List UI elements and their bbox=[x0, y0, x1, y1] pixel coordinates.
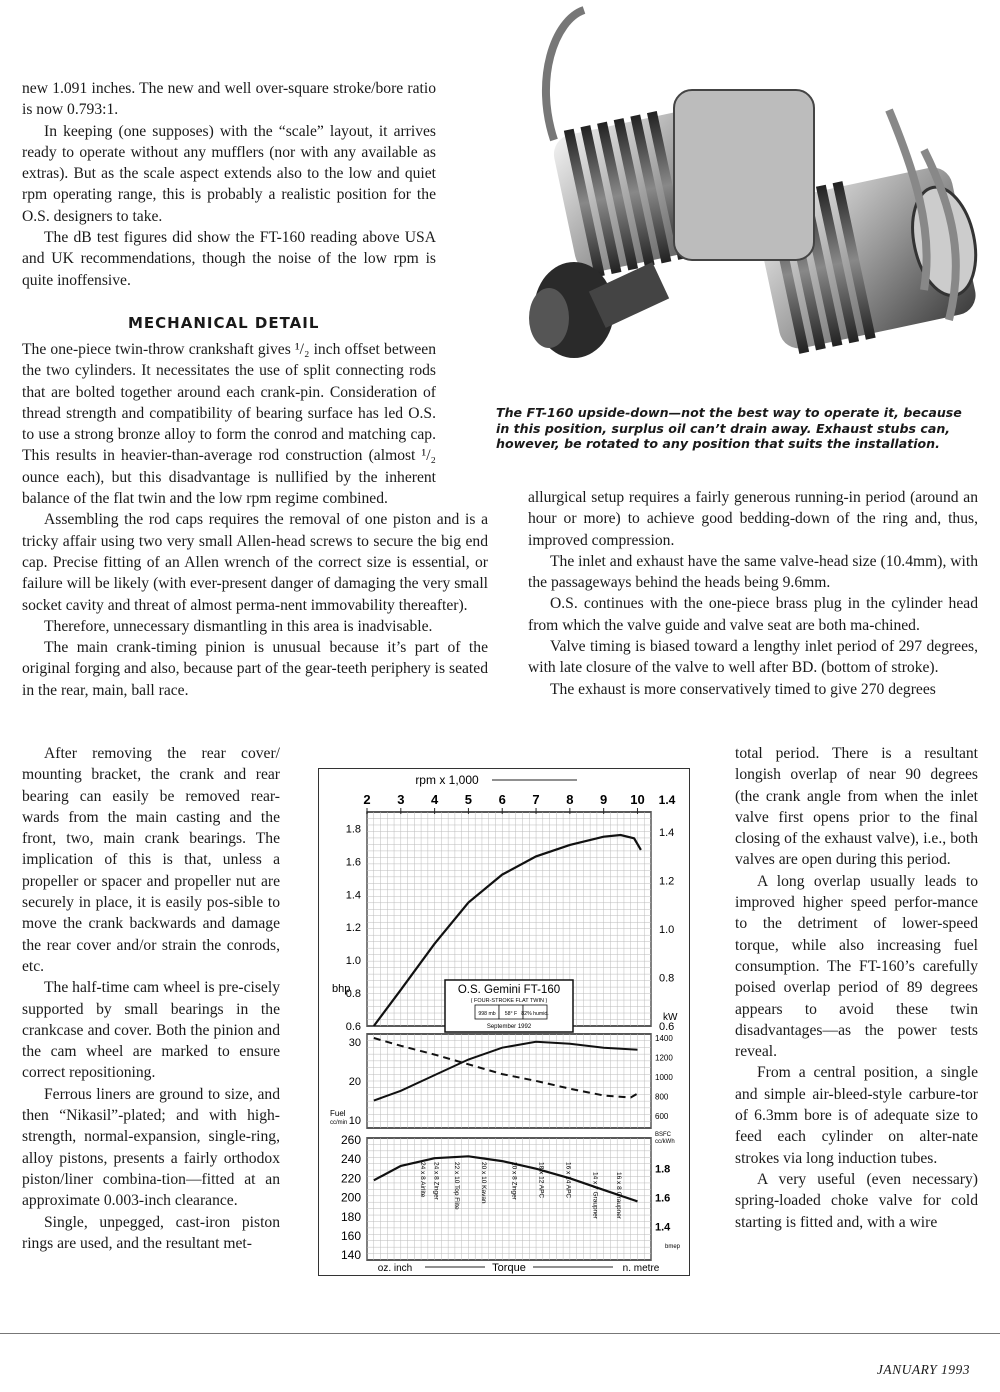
section-heading: MECHANICAL DETAIL bbox=[128, 314, 320, 332]
y-tick-label-left: 180 bbox=[340, 1209, 361, 1224]
prop-label: 24 x 8 Airlite bbox=[419, 1162, 427, 1198]
prop-label: 18 x 12 APC bbox=[537, 1162, 545, 1199]
prop-label: 14 x 7 Graupner bbox=[591, 1172, 599, 1219]
paragraph: The one-piece twin-throw crankshaft gives ¹/₂ inch offset between the two cylinders. It necessitates the use of split connecting rods that are bolted together around each crank-pin. Consideration of thread strength and compatibility of bearing surface has led O.S. to use a strong bronze alloy to form the conrod and matching cap. This results in heavier-than-average rod construction (almost ¹/₂ ounce each), but this disadvantage is nullified by the inherent balance of the flat twin and the low rpm regime combined. bbox=[22, 341, 436, 508]
prop-label: 20 x 8 Zinger bbox=[510, 1162, 518, 1200]
photo-caption: The FT-160 upside-down—not the best way to operate it, because in this position, surplus oil can’t drain away. Exhaust stubs can, however, be rotated to any position that suits the installation. bbox=[496, 405, 962, 451]
right-top-tick-label: 1.4 bbox=[658, 793, 676, 807]
x-axis-label: rpm x 1,000 bbox=[415, 773, 479, 787]
y-axis-label-right: kW bbox=[663, 1012, 678, 1023]
prop-label: 16 x 14 APC bbox=[564, 1162, 572, 1199]
y-tick-label-right: 1.4 bbox=[655, 1221, 671, 1234]
legend-date: September 1992 bbox=[486, 1024, 532, 1030]
prop-label: 20 x 10 Kavan bbox=[479, 1162, 487, 1204]
paragraph: Single, unpegged, cast-iron piston rings are used, and the resultant met- bbox=[22, 1213, 280, 1252]
y-tick-label-left: 20 bbox=[348, 1076, 361, 1088]
x-tick-label: 4 bbox=[431, 792, 439, 807]
torque-left-unit: oz. inch bbox=[377, 1263, 413, 1274]
y-tick-label-right: 0.8 bbox=[659, 972, 675, 985]
col-right-narrow bbox=[735, 743, 978, 1233]
y-tick-label-right: 1.0 bbox=[659, 924, 675, 936]
y-tick-label-left: 1.4 bbox=[345, 889, 361, 902]
y-tick-label-left: 1.0 bbox=[345, 955, 361, 968]
bmep-label: bmep bbox=[665, 1244, 681, 1250]
paragraph: The dB test figures did show the FT-160 reading above USA and UK recommendations, though the noise of the low rpm is quite inoffensive. bbox=[22, 229, 436, 289]
engine-photo bbox=[494, 0, 1000, 390]
y-tick-label-left: 220 bbox=[340, 1171, 361, 1186]
bsfc-label: BSFC bbox=[655, 1132, 672, 1138]
paragraph: From a central position, a single and simple air-bleed-style carbure-tor of 6.3mm bore is of adequate size to feed each cylinder on alter-nate strokes via long induction tubes. bbox=[735, 1064, 978, 1167]
legend-title: O.S. Gemini FT-160 bbox=[457, 984, 561, 996]
x-tick-label: 3 bbox=[397, 792, 405, 807]
paragraph: Valve timing is biased toward a lengthy inlet period of 297 degrees, with late closure of the valve to well after BD. (bottom of stroke). bbox=[528, 638, 978, 677]
paragraph: new 1.091 inches. The new and well over-square stroke/bore ratio is now 0.793:1. bbox=[22, 80, 436, 119]
fuel-label: Fuel bbox=[330, 1109, 346, 1118]
paragraph: The half-time cam wheel is pre-cisely supported by small bearings in the crankcase and cover. Both the pinion and the cam wheel are marked to ensure correct repositioning. bbox=[22, 979, 280, 1082]
y-tick-label-left: 200 bbox=[340, 1190, 361, 1205]
y-tick-label-right: 1200 bbox=[655, 1053, 673, 1063]
paragraph: The main crank-timing pinion is unusual because it’s part of the original forging and also, because part of the gear-teeth periphery is seated in the rear, main, ball race. bbox=[22, 639, 488, 699]
y-tick-label-left: 1.2 bbox=[345, 922, 361, 935]
y-tick-label-left: 1.8 bbox=[345, 823, 361, 836]
torque-right-unit: n. metre bbox=[622, 1263, 660, 1274]
legend-subtitle: ( FOUR-STROKE FLAT TWIN ) bbox=[470, 998, 548, 1004]
y-tick-label-right: 1.4 bbox=[659, 827, 675, 839]
y-tick-label-left: 160 bbox=[340, 1228, 361, 1243]
y-tick-label-left: 0.8 bbox=[345, 988, 361, 1001]
col-mid-text bbox=[22, 339, 488, 701]
footer-issue: JANUARY 1993 bbox=[876, 1362, 970, 1377]
x-tick-label: 9 bbox=[600, 792, 608, 807]
y-tick-label-right: 0.6 bbox=[659, 1021, 675, 1033]
x-tick-label: 5 bbox=[464, 792, 473, 807]
fuel-unit: cc/min bbox=[330, 1120, 348, 1126]
y-tick-label-right: 600 bbox=[655, 1112, 669, 1121]
y-tick-label-left: 260 bbox=[340, 1132, 361, 1147]
legend-cell-text: 82% humid. bbox=[521, 1011, 549, 1017]
paragraph: Therefore, unnecessary dismantling in this area is inadvisable. bbox=[44, 617, 433, 635]
paragraph: allurgical setup requires a fairly generous running-in period (around an hour or more) to achieve good bedding-down of the ring and, thus, improved compression. bbox=[528, 489, 978, 549]
y-tick-label-left: 10 bbox=[348, 1115, 361, 1128]
prop-label: 16 x 8 Graupner bbox=[615, 1172, 623, 1219]
x-tick-label: 10 bbox=[630, 792, 645, 807]
y-tick-label-right: 800 bbox=[655, 1092, 669, 1102]
prop-label: 24 x 8 Zinger bbox=[432, 1162, 440, 1200]
y-tick-label-left: 240 bbox=[340, 1152, 361, 1167]
bsfc-unit: cc/kWh bbox=[655, 1139, 675, 1145]
col-left-narrow bbox=[22, 743, 280, 1254]
x-tick-label: 2 bbox=[363, 792, 371, 807]
performance-chart bbox=[318, 768, 690, 1276]
y-tick-label-right: 1.2 bbox=[659, 875, 675, 888]
y-tick-label-left: 0.6 bbox=[345, 1021, 361, 1033]
y-tick-label-left: 1.6 bbox=[345, 856, 361, 869]
prop-label: 22 x 10 Top Flite bbox=[452, 1162, 460, 1210]
y-tick-label-left: 30 bbox=[348, 1036, 361, 1049]
paragraph: After removing the rear cover/ mounting bracket, the crank and rear bearing can easily be removed rear-wards from the main casting and the front, two, main crank bearings. The implication of this is that, unless a propeller or spacer and propeller nut are securely in place, it is easily pos-sible to move the crank backwards and damage the rear cover and/or strain the conrods, etc. bbox=[22, 745, 280, 975]
y-axis-label-left: bhp bbox=[332, 983, 351, 995]
x-tick-label: 8 bbox=[566, 792, 574, 807]
x-tick-label: 6 bbox=[498, 792, 506, 807]
paragraph: A long overlap usually leads to improved higher speed perfor-mance to the detriment of lower-speed torque, while also increasing fuel consumption. The FT-160’s carefully poised overlap period of 89 degrees appears to avoid these twin disadvantages—as the power tests reveal. bbox=[735, 872, 978, 1061]
legend-cell-text: 998 mb bbox=[478, 1011, 496, 1017]
col-right-wide bbox=[528, 487, 978, 700]
y-tick-label-right: 1.6 bbox=[655, 1192, 671, 1205]
paragraph: O.S. continues with the one-piece brass plug in the cylinder head from which the valve guide and valve seat are both ma-chined. bbox=[528, 595, 978, 634]
y-tick-label-right: 1.8 bbox=[655, 1163, 671, 1176]
paragraph: The inlet and exhaust have the same valve-head size (10.4mm), with the passageways behind the heads being 9.6mm. bbox=[528, 552, 978, 592]
y-tick-label-right: 1000 bbox=[655, 1073, 673, 1082]
legend-cell-text: 58° F bbox=[504, 1011, 518, 1017]
paragraph: The exhaust is more conservatively timed to give 270 degrees bbox=[550, 680, 936, 698]
y-tick-label-right: 1400 bbox=[655, 1034, 673, 1043]
footer-rule bbox=[0, 1333, 1000, 1334]
paragraph: Assembling the rod caps requires the removal of one piston and is a tricky affair using two very small Allen-head screws to secure the big end cap. Precise fitting of an Allen wrench of the correct size is essential, or failure will be likely (with ever-present danger of damaging the very small socket cavity and threat of almost perma-nent immovability thereafter). bbox=[22, 511, 488, 614]
paragraph: total period. There is a resultant longish overlap of near 90 degrees (the crank angle from when the inlet valve first opens prior to the final closing of the exhaust valve), i.e., both valves are open during this period. bbox=[735, 745, 978, 869]
col-top-text bbox=[22, 78, 436, 291]
y-tick-label-left: 140 bbox=[340, 1248, 361, 1263]
paragraph: In keeping (one supposes) with the “scale” layout, it arrives ready to operate without any mufflers (nor with any available as extras). But as the scale aspect extends also to the low and quiet rpm operating range, this is probably a realistic position for the O.S. designers to take. bbox=[22, 122, 436, 225]
paragraph: Ferrous liners are ground to size, and then “Nikasil”-plated; and with high-strength, normal-expansion, single-ring, alloy pistons, presents a fairly orthodox piston/liner combina-tion—fitted at an approximate 0.003-inch clearance. bbox=[22, 1085, 280, 1210]
x-tick-label: 7 bbox=[532, 792, 540, 807]
torque-label: Torque bbox=[492, 1262, 526, 1274]
paragraph: A very useful (even necessary) spring-loaded choke valve for cold starting is fitted and, with a wire bbox=[735, 1170, 978, 1231]
